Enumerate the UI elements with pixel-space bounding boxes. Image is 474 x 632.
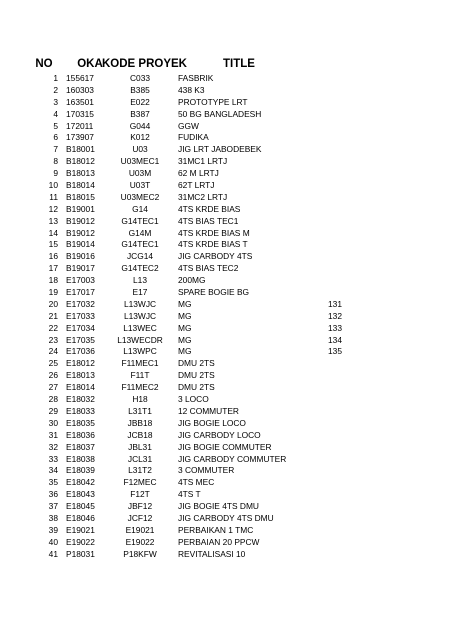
table-row <box>0 311 474 323</box>
cell-no: 39 <box>48 524 58 535</box>
cell-kode-proyek: G14TEC1 <box>121 239 159 250</box>
cell-oka: E18046 <box>66 512 95 523</box>
table-row <box>0 335 474 347</box>
table-row <box>0 370 474 382</box>
table-row <box>0 109 474 121</box>
cell-oka: 163501 <box>66 96 94 107</box>
cell-oka: E17036 <box>66 346 95 357</box>
cell-no: 37 <box>48 501 58 512</box>
cell-title: DMU 2TS <box>178 382 215 393</box>
cell-no: 29 <box>48 405 58 416</box>
cell-oka: B18014 <box>66 180 95 191</box>
table-row <box>0 192 474 204</box>
cell-no: 18 <box>48 275 58 286</box>
cell-no: 7 <box>53 144 58 155</box>
cell-no: 9 <box>53 168 58 179</box>
cell-kode-proyek: U03 <box>132 144 148 155</box>
cell-title: MG <box>178 346 192 357</box>
cell-title: 438 K3 <box>178 84 205 95</box>
cell-kode-proyek: C033 <box>129 73 151 83</box>
cell-no: 13 <box>48 215 58 226</box>
cell-kode-proyek: U03MEC1 <box>120 156 160 167</box>
cell-kode-proyek: G14TEC2 <box>121 263 159 274</box>
cell-title: 200MG <box>178 275 206 286</box>
cell-kode-proyek: L13WJC <box>123 310 157 321</box>
cell-no: 20 <box>48 298 58 309</box>
header-title: TITLE <box>223 58 255 70</box>
table-row <box>0 85 474 97</box>
cell-no: 36 <box>48 489 58 500</box>
cell-kode-proyek: JCB18 <box>127 429 153 440</box>
table-row <box>0 97 474 109</box>
cell-title: FASBRIK <box>178 73 214 83</box>
cell-oka: E18042 <box>66 477 95 488</box>
table-row <box>0 430 474 442</box>
cell-title: 4TS BIAS TEC2 <box>178 263 239 274</box>
cell-no: 10 <box>48 180 58 191</box>
cell-kode-proyek: L31T2 <box>128 465 152 476</box>
cell-oka: E18014 <box>66 382 95 393</box>
table-row <box>0 418 474 430</box>
table-row <box>0 180 474 192</box>
table-row <box>0 394 474 406</box>
cell-no: 3 <box>53 96 58 107</box>
cell-kode-proyek: U03T <box>129 180 151 191</box>
cell-title: JIG CARBODY 4TS <box>178 251 253 262</box>
cell-title: JIG BOGIE 4TS DMU <box>178 501 259 512</box>
table-row <box>0 287 474 299</box>
cell-kode-proyek: E19022 <box>125 536 155 547</box>
cell-kode-proyek: G044 <box>129 120 151 131</box>
cell-no: 15 <box>48 239 58 250</box>
cell-oka: B19014 <box>66 239 95 250</box>
cell-title: REVITALISASI 10 <box>178 548 246 559</box>
cell-no: 41 <box>48 548 58 559</box>
table-row <box>0 489 474 501</box>
cell-no: 17 <box>48 263 58 274</box>
cell-kode-proyek: L13 <box>133 275 147 286</box>
table-row <box>0 275 474 287</box>
cell-no: 19 <box>48 287 58 298</box>
cell-oka: E17033 <box>66 310 95 321</box>
cell-oka: 172011 <box>66 120 94 131</box>
cell-extra: 133 <box>328 322 342 333</box>
cell-oka: P18031 <box>66 548 95 559</box>
table-row <box>0 251 474 263</box>
cell-no: 25 <box>48 358 58 369</box>
table-row <box>0 549 474 561</box>
cell-kode-proyek: F11MEC1 <box>121 358 159 369</box>
cell-no: 6 <box>53 132 58 143</box>
table-row <box>0 156 474 168</box>
cell-extra: 132 <box>328 310 342 321</box>
cell-oka: E18036 <box>66 429 95 440</box>
cell-no: 1 <box>53 73 58 83</box>
cell-kode-proyek: B385 <box>130 84 150 95</box>
cell-title: MG <box>178 298 192 309</box>
cell-oka: E18032 <box>66 394 95 405</box>
table-row <box>0 73 474 85</box>
table-row <box>0 537 474 549</box>
cell-title: 62T LRTJ <box>178 180 215 191</box>
cell-title: DMU 2TS <box>178 358 215 369</box>
table-row <box>0 168 474 180</box>
cell-no: 32 <box>48 441 58 452</box>
cell-oka: E17003 <box>66 275 95 286</box>
cell-title: JIG CARBODY 4TS DMU <box>178 512 274 523</box>
cell-oka: B19016 <box>66 251 95 262</box>
cell-no: 33 <box>48 453 58 464</box>
cell-no: 38 <box>48 512 58 523</box>
cell-oka: E18033 <box>66 405 95 416</box>
cell-no: 21 <box>48 310 58 321</box>
cell-title: 4TS T <box>178 489 201 500</box>
cell-no: 14 <box>48 227 58 238</box>
table-row <box>0 216 474 228</box>
table-row <box>0 406 474 418</box>
cell-kode-proyek: L13WPC <box>123 346 157 357</box>
cell-kode-proyek: B387 <box>130 108 150 119</box>
cell-kode-proyek: L13WEC <box>123 322 157 333</box>
cell-title: JIG BOGIE COMMUTER <box>178 441 272 452</box>
cell-no: 31 <box>48 429 58 440</box>
table-row <box>0 299 474 311</box>
table-row <box>0 204 474 216</box>
table-row <box>0 144 474 156</box>
cell-kode-proyek: H18 <box>132 394 148 405</box>
cell-no: 16 <box>48 251 58 262</box>
cell-oka: E18038 <box>66 453 95 464</box>
cell-oka: 155617 <box>66 73 94 83</box>
cell-title: 12 COMMUTER <box>178 405 239 416</box>
cell-no: 28 <box>48 394 58 405</box>
cell-no: 11 <box>49 191 58 202</box>
cell-oka: B18013 <box>66 168 95 179</box>
cell-kode-proyek: L13WECDR <box>117 334 163 345</box>
cell-oka: B19001 <box>66 203 95 214</box>
cell-oka: B19012 <box>66 227 95 238</box>
cell-kode-proyek: E19021 <box>125 524 155 535</box>
header-no: NO <box>35 58 53 70</box>
header-oka: OKA <box>77 58 103 70</box>
cell-title: SPARE BOGIE BG <box>178 287 250 298</box>
cell-kode-proyek: U03M <box>128 168 152 179</box>
cell-oka: E18035 <box>66 417 95 428</box>
cell-title: 4TS BIAS TEC1 <box>178 215 239 226</box>
cell-oka: B19017 <box>66 263 95 274</box>
cell-no: 22 <box>48 322 58 333</box>
cell-title: GGW <box>178 120 199 131</box>
cell-oka: E18045 <box>66 501 95 512</box>
table-row <box>0 228 474 240</box>
cell-kode-proyek: JCL31 <box>127 453 153 464</box>
cell-oka: 170315 <box>66 108 94 119</box>
cell-title: 4TS KRDE BIAS M <box>178 227 250 238</box>
cell-title: 3 COMMUTER <box>178 465 235 476</box>
cell-no: 4 <box>53 108 58 119</box>
table-row <box>0 323 474 335</box>
cell-oka: E19022 <box>66 536 95 547</box>
cell-no: 30 <box>48 417 58 428</box>
cell-oka: E18039 <box>66 465 95 476</box>
cell-no: 40 <box>48 536 58 547</box>
cell-no: 27 <box>48 382 58 393</box>
table-row <box>0 382 474 394</box>
table-row <box>0 239 474 251</box>
cell-title: 4TS KRDE BIAS <box>178 203 241 214</box>
cell-oka: E18013 <box>66 370 95 381</box>
cell-oka: B18012 <box>66 156 95 167</box>
table-row <box>0 442 474 454</box>
cell-kode-proyek: JCF12 <box>127 512 153 523</box>
table-row <box>0 121 474 133</box>
cell-no: 5 <box>53 120 58 131</box>
cell-kode-proyek: G14M <box>128 227 152 238</box>
cell-kode-proyek: JBL31 <box>128 441 152 452</box>
table-row <box>0 263 474 275</box>
cell-no: 35 <box>48 477 58 488</box>
cell-kode-proyek: K012 <box>130 132 150 143</box>
header-kode-proyek: KODE PROYEK <box>102 58 187 70</box>
cell-oka: E18043 <box>66 489 95 500</box>
table-row <box>0 513 474 525</box>
cell-title: FUDIKA <box>178 132 209 143</box>
cell-kode-proyek: JBF12 <box>127 501 153 512</box>
cell-oka: E17035 <box>66 334 95 345</box>
cell-kode-proyek: JBB18 <box>127 417 153 428</box>
table-row <box>0 477 474 489</box>
cell-title: 31MC1 LRTJ <box>178 156 228 167</box>
cell-kode-proyek: U03MEC2 <box>120 191 160 202</box>
cell-title: PERBAIAN 20 PPCW <box>178 536 260 547</box>
cell-kode-proyek: F11MEC2 <box>121 382 159 393</box>
project-table <box>0 73 474 561</box>
cell-title: PERBAIKAN 1 TMC <box>178 524 254 535</box>
cell-oka: E17032 <box>66 298 95 309</box>
cell-extra: 134 <box>328 334 342 345</box>
cell-title: PROTOTYPE LRT <box>178 96 248 107</box>
table-row <box>0 454 474 466</box>
cell-kode-proyek: L13WJC <box>123 298 157 309</box>
cell-no: 23 <box>48 334 58 345</box>
cell-title: 50 BG BANGLADESH <box>178 108 262 119</box>
cell-oka: E18037 <box>66 441 95 452</box>
cell-kode-proyek: P18KFW <box>123 548 157 559</box>
cell-title: 31MC2 LRTJ <box>178 191 228 202</box>
cell-kode-proyek: L31T1 <box>128 405 152 416</box>
cell-title: JIG BOGIE LOCO <box>178 417 246 428</box>
cell-oka: B19012 <box>66 215 95 226</box>
cell-oka: E18012 <box>66 358 95 369</box>
cell-kode-proyek: F12MEC <box>123 477 157 488</box>
cell-oka: 160303 <box>66 84 94 95</box>
cell-no: 26 <box>48 370 58 381</box>
cell-oka: 173907 <box>66 132 94 143</box>
cell-title: JIG LRT JABODEBEK <box>178 144 262 155</box>
cell-title: MG <box>178 322 192 333</box>
cell-oka: E17017 <box>66 287 95 298</box>
cell-kode-proyek: G14TEC1 <box>121 215 159 226</box>
cell-title: MG <box>178 310 192 321</box>
cell-extra: 131 <box>328 298 342 309</box>
cell-no: 12 <box>48 203 58 214</box>
cell-extra: 135 <box>328 346 342 357</box>
cell-title: DMU 2TS <box>178 370 215 381</box>
table-row <box>0 358 474 370</box>
cell-title: JIG CARBODY LOCO <box>178 429 261 440</box>
cell-oka: E19021 <box>66 524 95 535</box>
table-row <box>0 525 474 537</box>
table-row <box>0 346 474 358</box>
cell-oka: E17034 <box>66 322 95 333</box>
cell-oka: B18001 <box>66 144 95 155</box>
cell-no: 34 <box>48 465 58 476</box>
cell-title: 4TS KRDE BIAS T <box>178 239 248 250</box>
cell-title: 4TS MEC <box>178 477 215 488</box>
cell-kode-proyek: JCG14 <box>126 251 154 262</box>
cell-kode-proyek: E17 <box>132 287 148 298</box>
table-row <box>0 501 474 513</box>
table-row <box>0 465 474 477</box>
table-row <box>0 132 474 144</box>
cell-oka: B18015 <box>66 191 95 202</box>
cell-title: MG <box>178 334 192 345</box>
cell-no: 24 <box>48 346 58 357</box>
cell-no: 8 <box>53 156 58 167</box>
cell-kode-proyek: F12T <box>130 489 150 500</box>
cell-kode-proyek: E022 <box>130 96 150 107</box>
cell-title: 3 LOCO <box>178 394 209 405</box>
cell-title: 62 M LRTJ <box>178 168 219 179</box>
cell-kode-proyek: G14 <box>132 203 148 214</box>
cell-title: JIG CARBODY COMMUTER <box>178 453 287 464</box>
cell-kode-proyek: F11T <box>130 370 150 381</box>
cell-no: 2 <box>53 84 58 95</box>
